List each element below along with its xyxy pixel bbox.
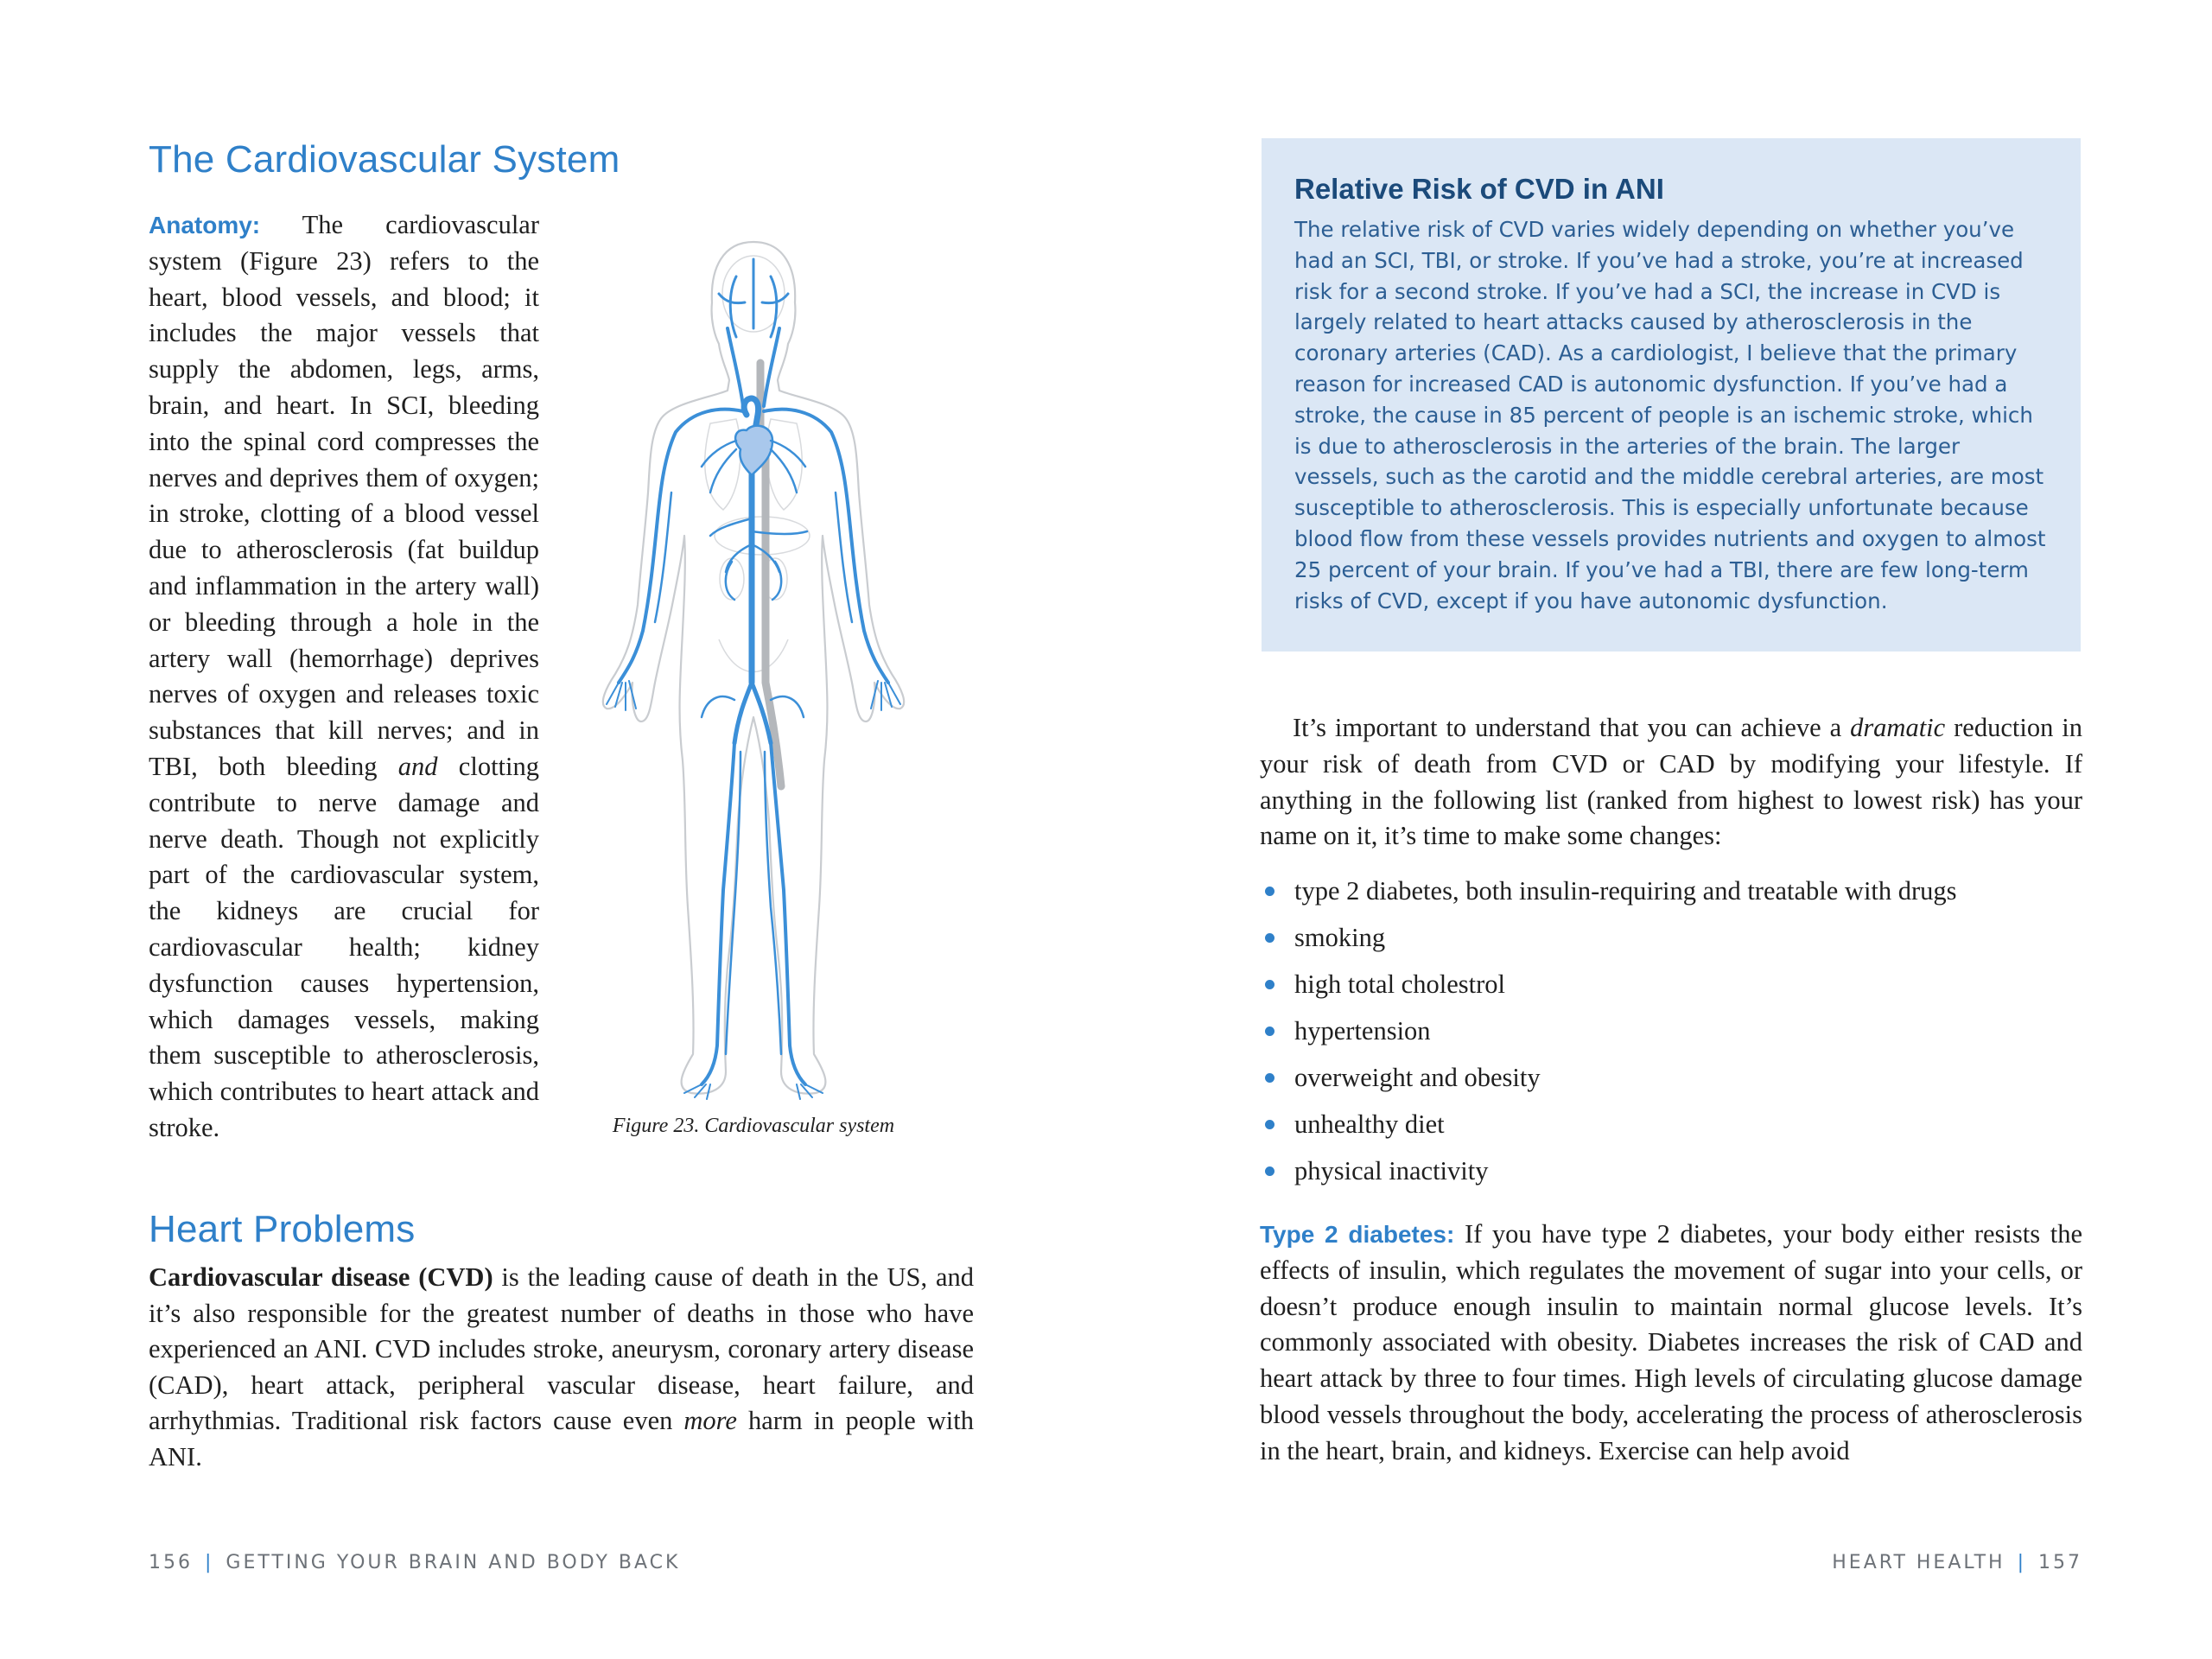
intro-text: It’s important to understand that you can achieve a xyxy=(1293,713,1851,742)
risk-factor-list xyxy=(1262,868,1957,1194)
section-heading: Heart Problems xyxy=(149,1208,416,1250)
cvd-emphasis: more xyxy=(683,1406,737,1435)
list-item-text: overweight and obesity xyxy=(1294,1063,1541,1092)
footer-left xyxy=(149,1552,680,1573)
list-item-text: high total cholestrol xyxy=(1294,969,1505,999)
cvd-text-cont: harm in people with ANI. xyxy=(149,1406,974,1471)
cardiovascular-figure xyxy=(581,233,926,1106)
anatomy-paragraph xyxy=(149,207,539,1147)
page-number: 156 xyxy=(149,1552,193,1573)
sidebar-box xyxy=(1262,138,2081,652)
bullet-icon xyxy=(1265,887,1274,896)
bullet-icon xyxy=(1265,1027,1274,1036)
list-item-text: type 2 diabetes, both insulin-requiring and treatable with drugs xyxy=(1294,876,1957,906)
bullet-icon xyxy=(1265,1166,1274,1176)
page-number: 157 xyxy=(2038,1552,2082,1573)
list-item-text: unhealthy diet xyxy=(1294,1109,1445,1139)
list-item-text: hypertension xyxy=(1294,1016,1431,1046)
anatomy-label: Anatomy: xyxy=(149,212,261,238)
list-item-text: smoking xyxy=(1294,923,1386,952)
cvd-text: is the leading cause of death in the US, and it’s also responsible for the greatest number of deaths in those who have experienced an ANI. CVD includes stroke, aneurysm, coronary artery disease (CAD), heart attack, peripheral vascular disease, heart failure, and arrhythmias. Traditional risk factors cause even xyxy=(149,1262,974,1435)
list-item xyxy=(1262,1101,1957,1147)
diabetes-paragraph xyxy=(1260,1217,2082,1470)
list-item xyxy=(1262,1147,1957,1194)
cvd-term: Cardiovascular disease (CVD) xyxy=(149,1262,493,1292)
intro-paragraph xyxy=(1260,710,2082,855)
figure-caption: Figure 23. Cardiovascular system xyxy=(612,1115,895,1137)
anatomy-emphasis: and xyxy=(397,751,438,781)
sidebar-title: Relative Risk of CVD in ANI xyxy=(1294,173,1664,205)
list-item xyxy=(1262,961,1957,1007)
running-title: GETTING YOUR BRAIN AND BODY BACK xyxy=(226,1552,681,1573)
running-title: HEART HEALTH xyxy=(1832,1552,2005,1573)
page-heading: The Cardiovascular System xyxy=(149,138,620,181)
sidebar-body: The relative risk of CVD varies widely depending on whether you’ve had an SCI, TBI, or stroke. If you’ve had a stroke, you’re at increased risk for a second stroke. If you’ve had a SCI, the increase in CVD is largely related to heart attacks caused by atherosclerosis in the coronary arteries (CAD). As a cardiologist, I believe that the primary reason for increased CAD is autonomic dysfunction. If you’ve had a stroke, the cause in 85 percent of people is an ischemic stroke, which is due to atherosclerosis in the arteries of the brain. The larger vessels, such as the carotid and the middle cerebral arteries, are most susceptible to atherosclerosis. This is especially unfortunate because blood flow from these vessels provides nutrients and oxygen to almost 25 percent of your brain. If you’ve had a TBI, there are few long-term risks of CVD, except if you have autonomic dysfunction. xyxy=(1294,217,2046,613)
intro-text-cont: reduction in your risk of death from CVD or CAD by modifying your lifestyle. If anything in the following list (ranked from highest to lowest risk) has your name on it, it’s time to make some changes: xyxy=(1260,713,2082,851)
footer-separator: | xyxy=(205,1552,214,1573)
bullet-icon xyxy=(1265,980,1274,989)
bullet-icon xyxy=(1265,1073,1274,1083)
list-item xyxy=(1262,914,1957,961)
bullet-icon xyxy=(1265,933,1274,943)
list-item xyxy=(1262,1054,1957,1101)
anatomy-text: The cardiovascular system (Figure 23) refers to the heart, blood vessels, and blood; it includes the major vessels that supply the abdomen, legs, arms, brain, and heart. In SCI, bleeding into the spinal cord compresses the nerves and deprives them of oxygen; in stroke, clotting of a blood vessel due to atherosclerosis (fat buildup and inflammation in the artery wall) or bleeding through a hole in the artery wall (hemorrhage) deprives nerves of oxygen and releases toxic substances that kill nerves; and in TBI, both bleeding xyxy=(149,210,539,781)
anatomy-text-cont: clotting contribute to nerve damage and nerve death. Though not explicitly part of the cardiovascular system, the kidneys are crucial for cardiovascular health; kidney dysfunction causes hypertension, which damages vessels, making them susceptible to atherosclerosis, which contributes to heart attack and stroke. xyxy=(149,751,539,1142)
intro-emphasis: dramatic xyxy=(1850,713,1946,742)
diabetes-label: Type 2 diabetes: xyxy=(1260,1221,1455,1248)
cvd-paragraph xyxy=(149,1260,974,1475)
bullet-icon xyxy=(1265,1120,1274,1129)
footer-separator: | xyxy=(2017,1552,2026,1573)
list-item-text: physical inactivity xyxy=(1294,1156,1489,1185)
diabetes-text: If you have type 2 diabetes, your body either resists the effects of insulin, which regulates the movement of sugar into your cells, or doesn’t produce enough insulin to maintain normal glucose levels. It’s commonly associated with obesity. Diabetes increases the risk of CAD and heart attack by three to four times. High levels of circulating glucose damage blood vessels throughout the body, accelerating the process of atherosclerosis in the heart, brain, and kidneys. Exercise can help avoid xyxy=(1260,1219,2082,1465)
list-item xyxy=(1262,1007,1957,1054)
footer-right xyxy=(1832,1552,2082,1573)
list-item xyxy=(1262,868,1957,914)
